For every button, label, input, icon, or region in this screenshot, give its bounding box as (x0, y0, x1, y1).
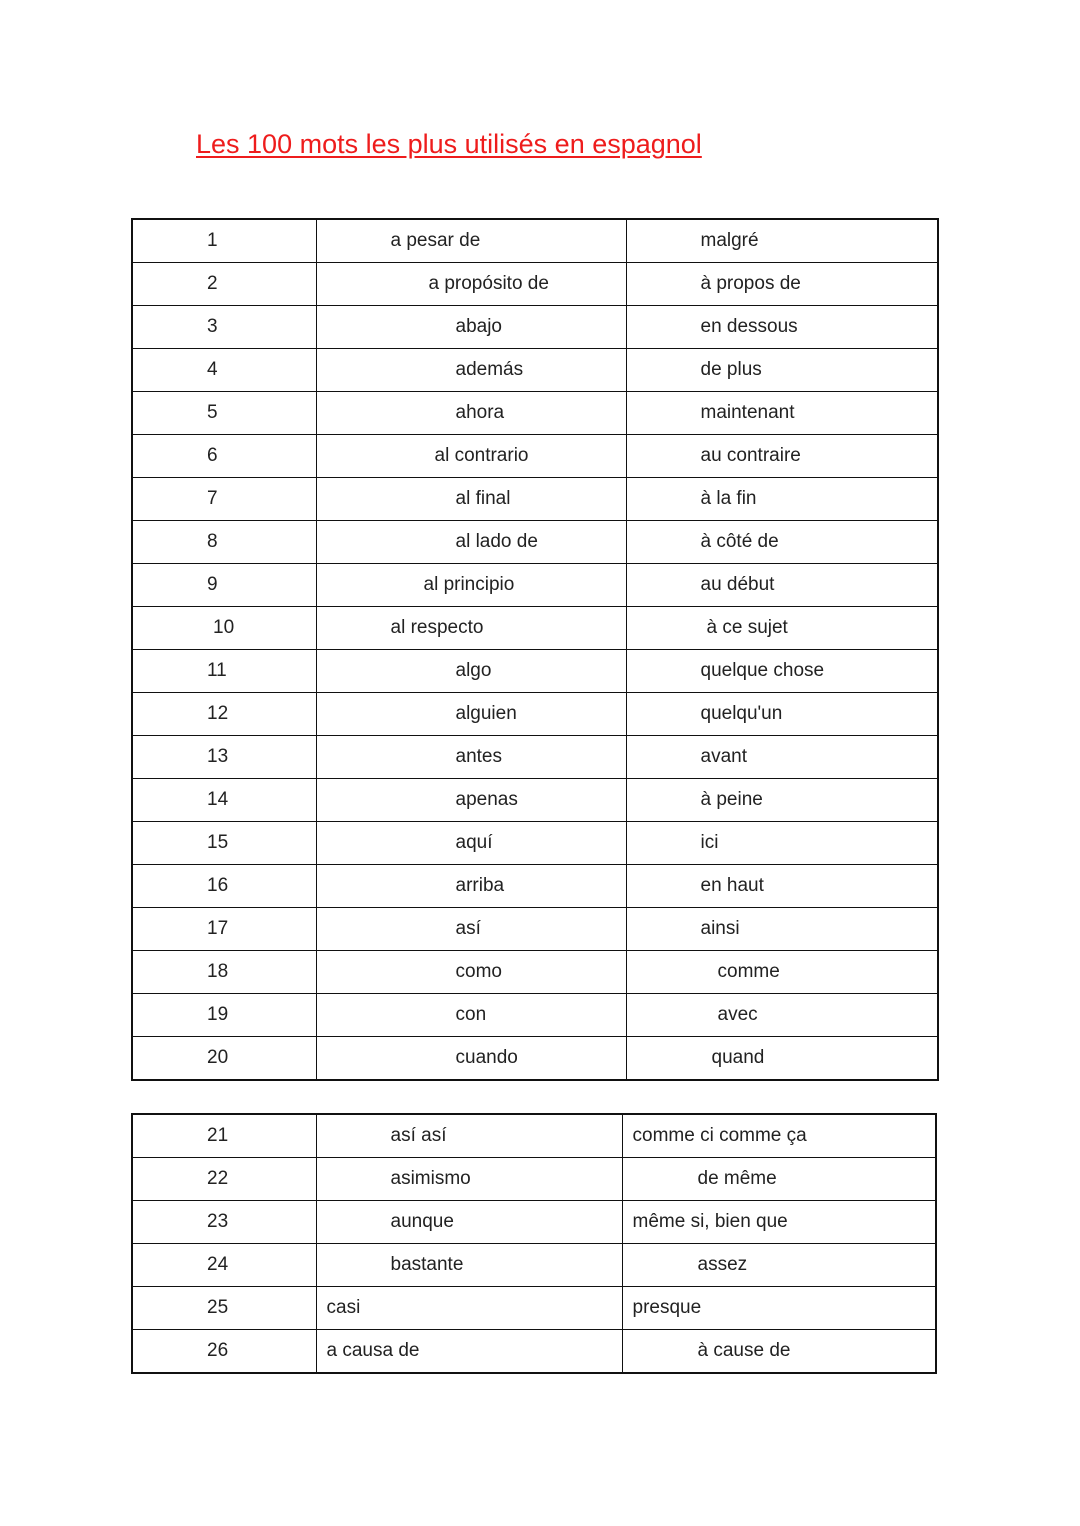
spanish-word: bastante (316, 1244, 622, 1287)
french-translation: au début (626, 564, 938, 607)
table-row (132, 1037, 938, 1081)
french-translation: ici (626, 822, 938, 865)
table-row (132, 478, 938, 521)
spanish-word: casi (316, 1287, 622, 1330)
french-translation: avant (626, 736, 938, 779)
row-number: 25 (132, 1287, 316, 1330)
spanish-word: alguien (316, 693, 626, 736)
spanish-word: al contrario (316, 435, 626, 478)
row-number: 12 (132, 693, 316, 736)
french-translation: à ce sujet (626, 607, 938, 650)
french-translation: au contraire (626, 435, 938, 478)
spanish-word: algo (316, 650, 626, 693)
row-number: 14 (132, 779, 316, 822)
row-number: 4 (132, 349, 316, 392)
french-translation: en haut (626, 865, 938, 908)
row-number: 20 (132, 1037, 316, 1081)
row-number: 8 (132, 521, 316, 564)
row-number: 24 (132, 1244, 316, 1287)
french-translation: malgré (626, 219, 938, 263)
spanish-word: a pesar de (316, 219, 626, 263)
french-translation: à cause de (622, 1330, 936, 1374)
table-row (132, 779, 938, 822)
row-number: 9 (132, 564, 316, 607)
row-number: 18 (132, 951, 316, 994)
row-number: 5 (132, 392, 316, 435)
table-row (132, 693, 938, 736)
french-translation: à peine (626, 779, 938, 822)
french-translation: quelqu'un (626, 693, 938, 736)
french-translation: à la fin (626, 478, 938, 521)
spanish-word: asimismo (316, 1158, 622, 1201)
french-translation: maintenant (626, 392, 938, 435)
row-number: 16 (132, 865, 316, 908)
row-number: 23 (132, 1201, 316, 1244)
spanish-word: así así (316, 1114, 622, 1158)
row-number: 13 (132, 736, 316, 779)
row-number: 21 (132, 1114, 316, 1158)
row-number: 6 (132, 435, 316, 478)
row-number: 3 (132, 306, 316, 349)
table-row (132, 994, 938, 1037)
spanish-word: antes (316, 736, 626, 779)
row-number: 1 (132, 219, 316, 263)
row-number: 22 (132, 1158, 316, 1201)
french-translation: en dessous (626, 306, 938, 349)
table-row (132, 349, 938, 392)
french-translation: assez (622, 1244, 936, 1287)
spanish-word: además (316, 349, 626, 392)
table-row (132, 650, 938, 693)
spanish-word: al principio (316, 564, 626, 607)
table-row (132, 865, 938, 908)
spanish-word: a propósito de (316, 263, 626, 306)
row-number: 15 (132, 822, 316, 865)
table-row (132, 951, 938, 994)
spanish-word: como (316, 951, 626, 994)
french-translation: de plus (626, 349, 938, 392)
french-translation: de même (622, 1158, 936, 1201)
table-row (132, 564, 938, 607)
table-row (132, 1114, 936, 1158)
spanish-word: aquí (316, 822, 626, 865)
table-row (132, 607, 938, 650)
row-number: 26 (132, 1330, 316, 1374)
vocabulary-table-1 (131, 218, 939, 1081)
spanish-word: al lado de (316, 521, 626, 564)
row-number: 11 (132, 650, 316, 693)
spanish-word: arriba (316, 865, 626, 908)
table-row (132, 1330, 936, 1374)
table-row (132, 1287, 936, 1330)
row-number: 19 (132, 994, 316, 1037)
spanish-word: con (316, 994, 626, 1037)
spanish-word: al respecto (316, 607, 626, 650)
spanish-word: aunque (316, 1201, 622, 1244)
table-row (132, 1201, 936, 1244)
table-row (132, 1158, 936, 1201)
french-translation: comme (626, 951, 938, 994)
table-row (132, 822, 938, 865)
table-row (132, 219, 938, 263)
french-translation: quelque chose (626, 650, 938, 693)
table-row (132, 1244, 936, 1287)
french-translation: à propos de (626, 263, 938, 306)
table-row (132, 908, 938, 951)
spanish-word: así (316, 908, 626, 951)
spanish-word: apenas (316, 779, 626, 822)
table-row (132, 306, 938, 349)
page-title: Les 100 mots les plus utilisés en espagnol (196, 129, 702, 159)
french-translation: quand (626, 1037, 938, 1081)
table-row (132, 263, 938, 306)
spanish-word: al final (316, 478, 626, 521)
row-number: 10 (132, 607, 316, 650)
french-translation: à côté de (626, 521, 938, 564)
table-row (132, 392, 938, 435)
french-translation: avec (626, 994, 938, 1037)
row-number: 7 (132, 478, 316, 521)
spanish-word: cuando (316, 1037, 626, 1081)
table-row (132, 736, 938, 779)
french-translation: même si, bien que (622, 1201, 936, 1244)
row-number: 2 (132, 263, 316, 306)
spanish-word: abajo (316, 306, 626, 349)
vocabulary-table-2 (131, 1113, 937, 1374)
french-translation: ainsi (626, 908, 938, 951)
spanish-word: a causa de (316, 1330, 622, 1374)
table-row (132, 435, 938, 478)
spanish-word: ahora (316, 392, 626, 435)
row-number: 17 (132, 908, 316, 951)
french-translation: presque (622, 1287, 936, 1330)
table-row (132, 521, 938, 564)
french-translation: comme ci comme ça (622, 1114, 936, 1158)
